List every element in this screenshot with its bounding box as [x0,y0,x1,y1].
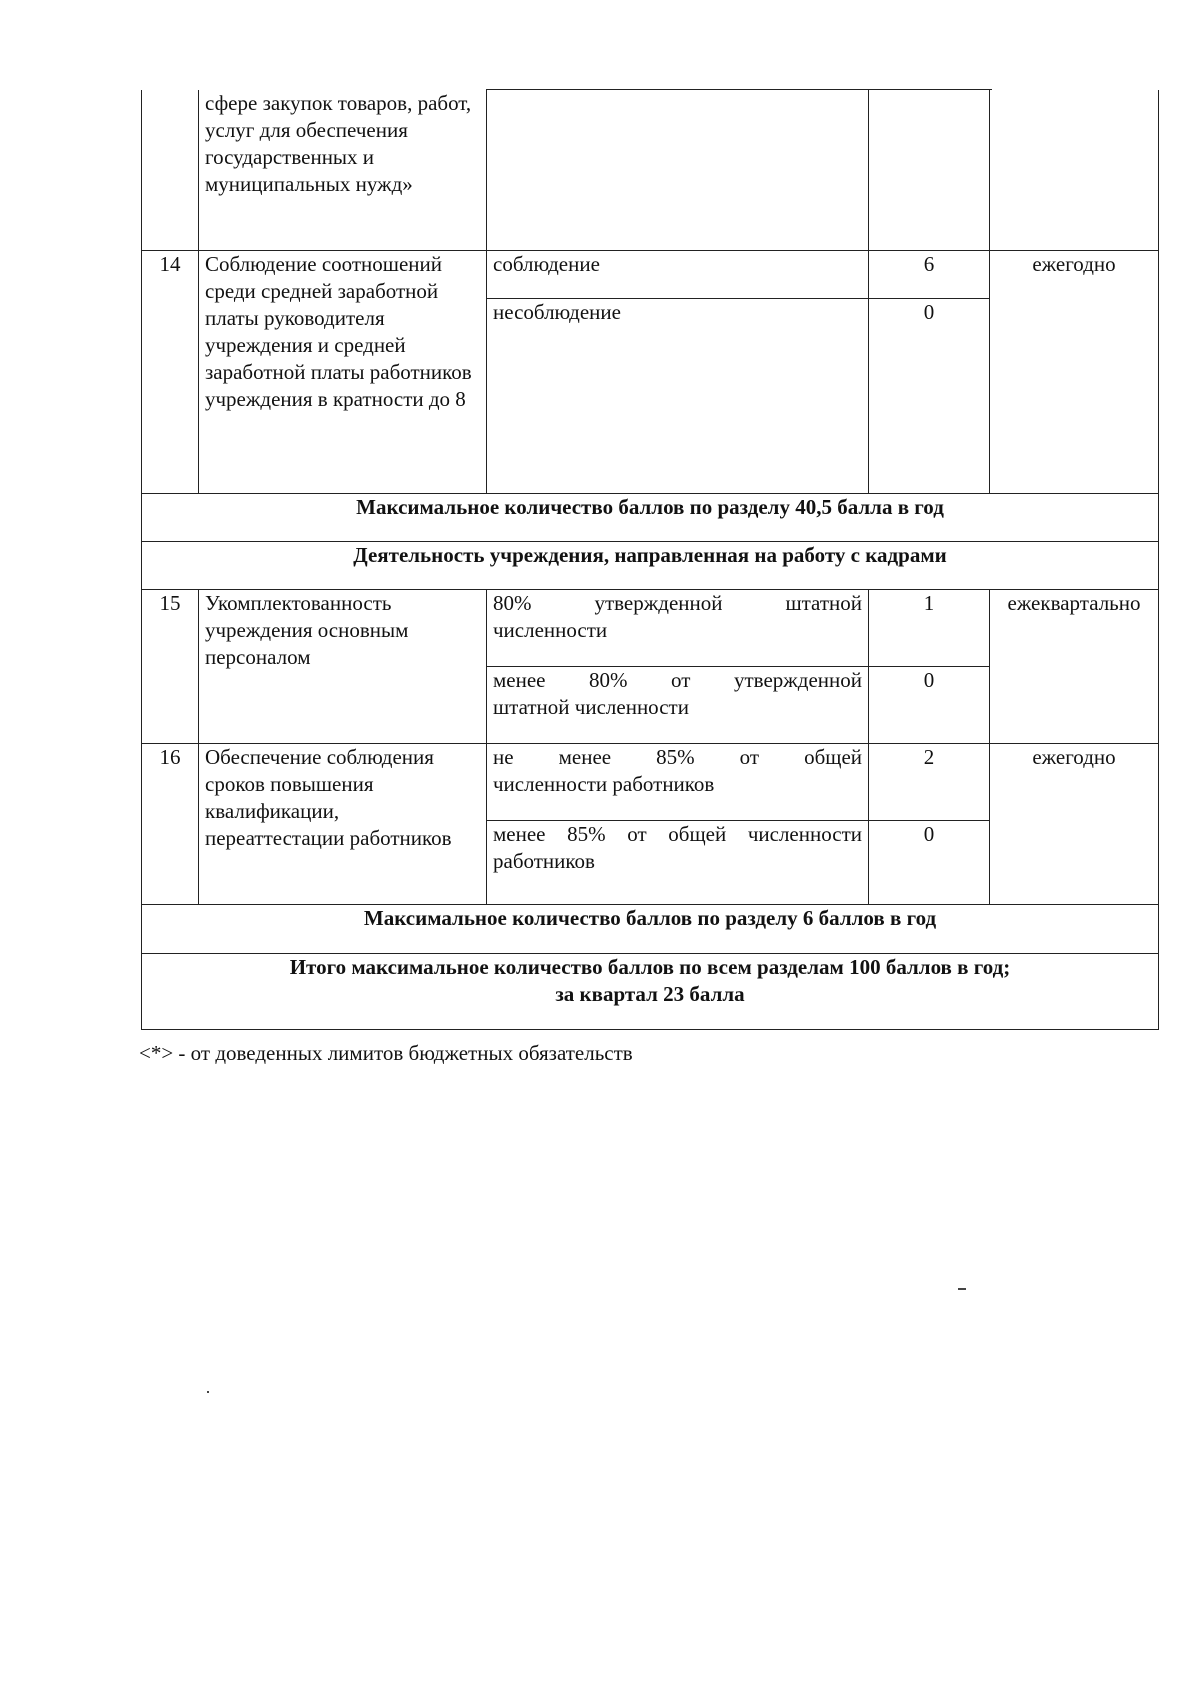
row14-num-cell [142,251,199,494]
row13-cond-cell [487,90,869,251]
table-row [142,905,1159,954]
row14-name-cell [199,251,487,494]
row15-num-cell [142,590,199,744]
row15-cond2-cell [487,667,869,744]
row15-score2: 0 [923,668,935,692]
row15-cond1-line2: численности [493,618,608,642]
row14-period: ежегодно [1032,252,1116,276]
row16-cond1-line1: не менее 85% от общей [493,745,862,769]
row15-cond2-line2: штатной численности [493,695,689,719]
section-summary-cell [142,494,1159,542]
row13-num-cell [142,90,199,251]
row16-cond2-line2: работников [493,849,595,873]
table-row [142,251,1159,299]
row16-name-text: Обеспечение соблюдения сроков повышения квалификации, переаттестации работников [205,745,452,850]
row14-score1-cell [869,251,990,299]
row16-score1-cell [869,744,990,821]
row14-cond1-cell [487,251,869,299]
table-row [142,590,1159,667]
row16-cond2-cell [487,821,869,905]
section-summary-cell [142,905,1159,954]
row14-score2-cell [869,299,990,494]
section-header-cell [142,542,1159,590]
footnote: <*> - от доведенных лимитов бюджетных обязательств [139,1041,633,1065]
row16-period: ежегодно [1032,745,1116,769]
grand-total-line2: за квартал 23 балла [555,982,745,1006]
row13-period-cell [990,90,1159,251]
row16-score1: 2 [923,745,935,769]
section-header-kadry: Деятельность учреждения, направленная на работу с кадрами [353,543,947,567]
row16-score2-cell [869,821,990,905]
row15-name-cell [199,590,487,744]
row15-score1-cell [869,590,990,667]
row15-cond1-line1: 80% утвержденной штатной [493,591,862,615]
row14-cond2-cell [487,299,869,494]
row15-score1: 1 [923,591,935,615]
row16-period-cell [990,744,1159,905]
table-row [142,954,1159,1030]
row15-period: ежеквартально [1007,591,1141,615]
table-row [142,744,1159,821]
grand-total-cell [142,954,1159,1030]
row16-cond1-line2: численности работников [493,772,715,796]
row15-score2-cell [869,667,990,744]
row16-score2: 0 [923,822,935,846]
row16-cond2-line1: менее 85% от общей численности [493,822,862,846]
criteria-table [141,89,1159,1030]
section-summary-2: Максимальное количество баллов по разделу 6 баллов в год [363,906,937,930]
row13-name-text: сфере закупок товаров, работ, услуг для обеспечения государственных и муниципальных нужд» [205,90,472,196]
table-row [142,90,1159,251]
row16-cond1-cell [487,744,869,821]
row13-score-cell [869,90,990,251]
row15-cond2-line1: менее 80% от утвержденной [493,668,862,692]
row14-score2: 0 [923,300,935,324]
row14-score1: 6 [923,252,935,276]
row14-num: 14 [159,252,181,276]
row15-name-text: Укомплектованность учреждения основным персоналом [205,591,409,669]
scan-speck [207,1391,209,1393]
row15-num: 15 [159,591,181,615]
grand-total-line1: Итого максимальное количество баллов по всем разделам 100 баллов в год; [289,955,1011,979]
scan-speck [958,1288,966,1290]
row15-cond1-cell [487,590,869,667]
row16-name-cell [199,744,487,905]
table-row [142,494,1159,542]
row14-cond1: соблюдение [493,252,600,276]
row16-num-cell [142,744,199,905]
row14-period-cell [990,251,1159,494]
row13-name-cell [199,90,487,251]
row16-num: 16 [159,745,181,769]
row14-name-text: Соблюдение соотношений среди средней заработной платы руководителя учреждения и средней заработной платы работников учреждения в кратности до 8 [205,252,472,411]
table-row [142,542,1159,590]
row14-cond2: несоблюдение [493,300,621,324]
row15-period-cell [990,590,1159,744]
section-summary-1: Максимальное количество баллов по разделу 40,5 балла в год [356,495,944,519]
